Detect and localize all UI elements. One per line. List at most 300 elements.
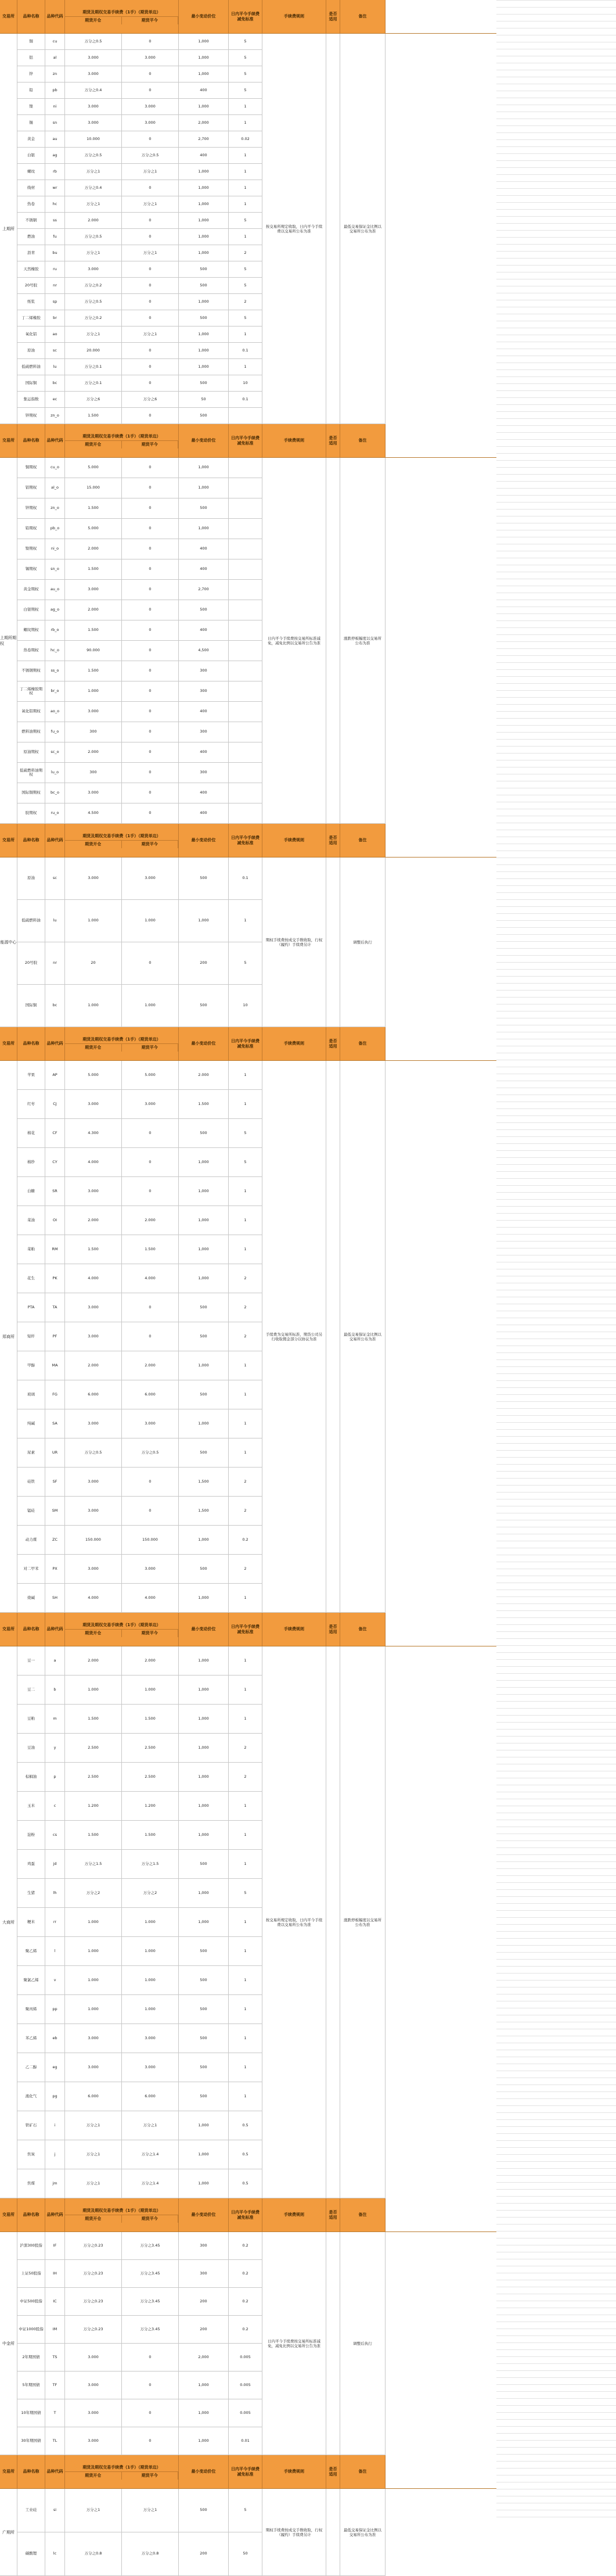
min-tick: 1,000	[179, 1792, 229, 1820]
header-name: 品种名称	[17, 824, 45, 857]
min-tick: 2,000	[179, 115, 229, 131]
table-row	[17, 458, 262, 478]
table-row	[17, 1821, 262, 1850]
min-tick: 1,000	[179, 1676, 229, 1704]
product-code: fu	[45, 229, 65, 245]
product-name: 白糖	[17, 1177, 45, 1206]
table-row	[17, 803, 262, 824]
table-row	[17, 261, 262, 278]
open-fee: 3.000	[65, 783, 122, 803]
intraday-reduction: 1	[229, 1792, 262, 1820]
open-fee: 3.000	[65, 858, 122, 899]
intraday-reduction: 2	[229, 1322, 262, 1351]
intraday-reduction: 1	[229, 99, 262, 114]
section-6	[0, 2455, 496, 2576]
header-region: 交易所	[0, 1027, 17, 1060]
product-code: SH	[45, 1584, 65, 1612]
close-today-fee: 0	[122, 310, 179, 326]
open-fee: 1.200	[65, 1792, 122, 1820]
header-code: 品种代码	[45, 1613, 65, 1646]
product-name: 锌期权	[17, 498, 45, 518]
close-today-fee: 3.000	[122, 1555, 179, 1583]
open-fee: 2.000	[65, 1646, 122, 1675]
table-row	[17, 34, 262, 50]
close-today-fee: 万分之3.45	[122, 2316, 179, 2343]
header-nd: 日内平今手续费减免标准	[229, 2455, 262, 2488]
section-note: 最低交易保证金比例以交易所公布为准	[340, 1061, 386, 1613]
table-row	[17, 1908, 262, 1937]
product-code: lc	[45, 2532, 65, 2575]
header-rule: 手续费规则	[262, 1613, 326, 1646]
min-tick: 1,000	[179, 245, 229, 261]
intraday-reduction	[229, 600, 262, 620]
product-name: 燃油	[17, 229, 45, 245]
table-row	[17, 742, 262, 763]
product-code: cu	[45, 34, 65, 49]
product-code: m	[45, 1705, 65, 1733]
apply-cell	[326, 34, 340, 424]
intraday-reduction: 5	[229, 50, 262, 66]
product-name: 天然橡胶	[17, 261, 45, 277]
table-row	[17, 278, 262, 294]
product-code: ni_o	[45, 539, 65, 559]
intraday-reduction: 1	[229, 1090, 262, 1118]
product-code: CY	[45, 1148, 65, 1176]
close-today-fee: 万分之2	[122, 1879, 179, 1907]
min-tick: 500	[179, 2489, 229, 2532]
min-tick: 1,000	[179, 1235, 229, 1264]
product-name: 液化气	[17, 2082, 45, 2111]
header-rule: 手续费规则	[262, 824, 326, 857]
product-name: 尿素	[17, 1438, 45, 1467]
open-fee: 300	[65, 722, 122, 742]
min-tick: 1,000	[179, 1351, 229, 1380]
table-row	[17, 310, 262, 327]
open-fee: 1.500	[65, 1235, 122, 1264]
open-fee: 1.500	[65, 1821, 122, 1849]
product-code: cu_o	[45, 458, 65, 478]
header-nd: 日内平今手续费减免标准	[229, 424, 262, 457]
intraday-reduction: 1	[229, 1995, 262, 2024]
open-fee: 2.000	[65, 1351, 122, 1380]
intraday-reduction	[229, 763, 262, 783]
section-header	[0, 2198, 496, 2232]
min-tick: 1,000	[179, 2140, 229, 2169]
product-name: PTA	[17, 1293, 45, 1322]
close-today-fee: 0	[122, 2399, 179, 2427]
header-note: 备注	[340, 2455, 386, 2488]
intraday-reduction	[229, 722, 262, 742]
intraday-reduction: 1	[229, 1380, 262, 1409]
intraday-reduction: 1	[229, 1908, 262, 1936]
open-fee: 万分之0.23	[65, 2260, 122, 2287]
close-today-fee: 0	[122, 2372, 179, 2399]
close-today-fee: 0	[122, 641, 179, 661]
product-code: nr	[45, 278, 65, 293]
table-row	[17, 2344, 262, 2372]
open-fee: 万分之1	[65, 2111, 122, 2140]
header-rule: 手续费规则	[262, 2198, 326, 2231]
product-code: pp	[45, 1995, 65, 2024]
min-tick: 300	[179, 681, 229, 701]
table-row	[17, 498, 262, 519]
close-today-fee: 0	[122, 722, 179, 742]
header-sell: 期货平今	[122, 441, 179, 449]
open-fee: 万分之0.5	[65, 229, 122, 245]
min-tick: 400	[179, 620, 229, 640]
open-fee: 万分之6	[65, 392, 122, 407]
open-fee: 2.000	[65, 742, 122, 762]
intraday-reduction: 0.005	[229, 2344, 262, 2371]
min-tick: 1,000	[179, 1908, 229, 1936]
intraday-reduction: 1	[229, 1409, 262, 1438]
min-tick: 1,000	[179, 1763, 229, 1791]
min-tick: 1,000	[179, 900, 229, 942]
close-today-fee: 6.000	[122, 1380, 179, 1409]
open-fee: 3.000	[65, 2399, 122, 2427]
region-label: 上期所	[0, 34, 17, 424]
product-code: au_o	[45, 580, 65, 600]
product-code: a	[45, 1646, 65, 1675]
intraday-reduction: 1	[229, 1351, 262, 1380]
product-name: 螺纹	[17, 164, 45, 180]
header-name: 品种名称	[17, 1613, 45, 1646]
header-apply: 是否适用	[326, 2455, 340, 2488]
close-today-fee: 0	[122, 343, 179, 358]
table-row	[17, 131, 262, 148]
header-name: 品种名称	[17, 1027, 45, 1060]
header-code: 品种代码	[45, 0, 65, 33]
close-today-fee: 0	[122, 180, 179, 196]
close-today-fee: 0	[122, 2344, 179, 2371]
header-nd: 日内平今手续费减免标准	[229, 0, 262, 33]
open-fee: 4.500	[65, 803, 122, 823]
product-code: IM	[45, 2316, 65, 2343]
min-tick: 400	[179, 539, 229, 559]
close-today-fee: 万分之1	[122, 245, 179, 261]
product-name: 菜油	[17, 1206, 45, 1235]
intraday-reduction: 1	[229, 1235, 262, 1264]
intraday-reduction: 5	[229, 310, 262, 326]
min-tick: 1,000	[179, 34, 229, 49]
table-row	[17, 1438, 262, 1468]
fee-rule: 日内平今手续费按交易所标准减免，减免比例以交易所公告为准	[262, 2232, 326, 2455]
table-row	[17, 148, 262, 164]
header-sell: 期货平今	[122, 2215, 179, 2223]
table-row	[17, 164, 262, 180]
intraday-reduction: 1	[229, 1438, 262, 1467]
product-name: 10年期国债	[17, 2399, 45, 2427]
product-code: sc	[45, 343, 65, 358]
table-row	[17, 2082, 262, 2111]
open-fee: 万分之0.2	[65, 278, 122, 293]
table-row	[17, 1090, 262, 1119]
close-today-fee: 1.000	[122, 1995, 179, 2024]
min-tick: 500	[179, 278, 229, 293]
product-code: ni	[45, 99, 65, 114]
open-fee: 万分之1	[65, 2489, 122, 2532]
header-min: 最小变动价位	[179, 2198, 229, 2231]
table-row	[17, 580, 262, 600]
header-buy: 期货开仓	[65, 2472, 122, 2480]
open-fee: 3.000	[65, 115, 122, 131]
table-row	[17, 1555, 262, 1584]
product-code: rr	[45, 1908, 65, 1936]
min-tick: 300	[179, 2260, 229, 2287]
open-fee: 2.000	[65, 213, 122, 228]
table-row	[17, 82, 262, 99]
product-name: 碳酸锂	[17, 2532, 45, 2575]
product-name: 豆油	[17, 1734, 45, 1762]
table-row	[17, 66, 262, 82]
region-label: 大商所	[0, 1646, 17, 2198]
intraday-reduction	[229, 702, 262, 722]
product-code: lu_o	[45, 763, 65, 783]
product-code: p	[45, 1763, 65, 1791]
open-fee: 万分之0.23	[65, 2316, 122, 2343]
header-note: 备注	[340, 824, 386, 857]
product-code: SR	[45, 1177, 65, 1206]
open-fee: 6.000	[65, 1380, 122, 1409]
intraday-reduction: 2	[229, 294, 262, 310]
product-name: 棉花	[17, 1119, 45, 1147]
open-fee: 20.000	[65, 343, 122, 358]
header-apply: 是否适用	[326, 424, 340, 457]
intraday-reduction: 1	[229, 1206, 262, 1235]
header-min: 最小变动价位	[179, 824, 229, 857]
product-name: 氧化铝	[17, 327, 45, 342]
product-name: 原油	[17, 343, 45, 358]
close-today-fee: 0	[122, 1119, 179, 1147]
table-row	[17, 392, 262, 408]
open-fee: 3.000	[65, 1090, 122, 1118]
close-today-fee: 万分之1	[122, 327, 179, 342]
intraday-reduction: 0.2	[229, 1526, 262, 1554]
close-today-fee: 1.000	[122, 1966, 179, 1994]
close-today-fee: 0	[122, 600, 179, 620]
product-name: 2年期国债	[17, 2344, 45, 2371]
product-name: 豆粕	[17, 1705, 45, 1733]
product-code: CF	[45, 1119, 65, 1147]
table-row	[17, 327, 262, 343]
product-code: AP	[45, 1061, 65, 1089]
intraday-reduction: 1	[229, 359, 262, 375]
section-note: 最低交易保证金比例以交易所公布为准	[340, 34, 386, 424]
product-name: 乙二醇	[17, 2053, 45, 2082]
min-tick: 1,000	[179, 478, 229, 498]
product-code: lu	[45, 359, 65, 375]
product-name: 镍	[17, 99, 45, 114]
product-code: sc	[45, 858, 65, 899]
product-name: 锌期权	[17, 408, 45, 424]
apply-cell	[326, 458, 340, 824]
product-name: 玉米	[17, 1792, 45, 1820]
close-today-fee: 0	[122, 1177, 179, 1206]
table-row	[17, 1235, 262, 1264]
open-fee: 万分之0.1	[65, 359, 122, 375]
close-today-fee: 2.500	[122, 1734, 179, 1762]
open-fee: 3.000	[65, 580, 122, 600]
product-name: 铅期权	[17, 519, 45, 539]
close-today-fee: 2.000	[122, 1206, 179, 1235]
intraday-reduction: 1	[229, 900, 262, 942]
product-code: jd	[45, 1850, 65, 1878]
min-tick: 500	[179, 498, 229, 518]
min-tick: 400	[179, 148, 229, 163]
product-code: c	[45, 1792, 65, 1820]
min-tick: 300	[179, 2232, 229, 2259]
intraday-reduction: 1	[229, 180, 262, 196]
product-code: SF	[45, 1468, 65, 1496]
close-today-fee: 0	[122, 519, 179, 539]
intraday-reduction: 1	[229, 327, 262, 342]
close-today-fee: 0	[122, 1322, 179, 1351]
close-today-fee: 5.000	[122, 1061, 179, 1089]
min-tick: 1,000	[179, 1734, 229, 1762]
intraday-reduction: 0.1	[229, 392, 262, 407]
product-code: eg	[45, 2053, 65, 2082]
min-tick: 50	[179, 392, 229, 407]
close-today-fee: 0	[122, 661, 179, 681]
min-tick: 1,000	[179, 1264, 229, 1293]
intraday-reduction: 0.5	[229, 2111, 262, 2140]
open-fee: 10.000	[65, 131, 122, 147]
product-code: bc_o	[45, 783, 65, 803]
table-row	[17, 99, 262, 115]
min-tick: 500	[179, 985, 229, 1027]
open-fee: 万分之0.1	[65, 375, 122, 391]
product-name: 5年期国债	[17, 2372, 45, 2399]
min-tick: 500	[179, 1937, 229, 1965]
product-code: TS	[45, 2344, 65, 2371]
product-code: SA	[45, 1409, 65, 1438]
product-name: 原油	[17, 858, 45, 899]
close-today-fee: 0	[122, 294, 179, 310]
min-tick: 500	[179, 1850, 229, 1878]
intraday-reduction	[229, 408, 262, 424]
product-code: ru	[45, 261, 65, 277]
apply-cell	[326, 858, 340, 1027]
product-code: MA	[45, 1351, 65, 1380]
header-buy: 期货开仓	[65, 17, 122, 24]
table-row	[17, 539, 262, 559]
product-name: 铁矿石	[17, 2111, 45, 2140]
table-row	[17, 2053, 262, 2082]
product-name: 白银期权	[17, 600, 45, 620]
min-tick: 1,000	[179, 1148, 229, 1176]
min-tick: 400	[179, 82, 229, 98]
product-code: TA	[45, 1293, 65, 1322]
header-sell: 期货平今	[122, 17, 179, 24]
min-tick: 1,500	[179, 1468, 229, 1496]
close-today-fee: 0	[122, 702, 179, 722]
product-code: ao_o	[45, 702, 65, 722]
header-fee-group	[65, 424, 179, 457]
close-today-fee: 万分之0.5	[122, 1438, 179, 1467]
min-tick: 1,000	[179, 359, 229, 375]
intraday-reduction: 5	[229, 1879, 262, 1907]
open-fee: 万分之0.23	[65, 2232, 122, 2259]
close-today-fee: 0	[122, 742, 179, 762]
section-note: 涨跌停板幅度以交易所公布为准	[340, 458, 386, 824]
header-apply: 是否适用	[326, 1027, 340, 1060]
header-sell: 期货平今	[122, 1630, 179, 1637]
close-today-fee: 0	[122, 559, 179, 579]
min-tick: 500	[179, 1322, 229, 1351]
table-row	[17, 2372, 262, 2399]
header-region: 交易所	[0, 0, 17, 33]
header-rule: 手续费规则	[262, 1027, 326, 1060]
close-today-fee: 1.200	[122, 1792, 179, 1820]
table-row	[17, 783, 262, 803]
product-name: 中证1000股指	[17, 2316, 45, 2343]
header-apply: 是否适用	[326, 0, 340, 33]
product-code: br_o	[45, 681, 65, 701]
product-code: pb_o	[45, 519, 65, 539]
intraday-reduction: 0.005	[229, 2372, 262, 2399]
header-code: 品种代码	[45, 2198, 65, 2231]
close-today-fee: 0	[122, 458, 179, 478]
header-note: 备注	[340, 2198, 386, 2231]
header-fee-title: 期货及期权交易手续费（1手）（期货单边）	[65, 1621, 178, 1630]
min-tick: 1,000	[179, 213, 229, 228]
product-name: 国际铜	[17, 985, 45, 1027]
header-rule: 手续费规则	[262, 0, 326, 33]
product-code: OI	[45, 1206, 65, 1235]
product-name: 国际铜期权	[17, 783, 45, 803]
intraday-reduction: 2	[229, 1293, 262, 1322]
header-nd: 日内平今手续费减免标准	[229, 1027, 262, 1060]
min-tick: 2,700	[179, 131, 229, 147]
close-today-fee: 万分之0.8	[122, 2532, 179, 2575]
close-today-fee: 万分之1	[122, 196, 179, 212]
table-row	[17, 1409, 262, 1438]
section-note: 调整后执行	[340, 858, 386, 1027]
product-code: IC	[45, 2288, 65, 2315]
close-today-fee: 4.000	[122, 1264, 179, 1293]
product-name: 中证500股指	[17, 2288, 45, 2315]
open-fee: 1.000	[65, 1676, 122, 1704]
close-today-fee: 万分之1.4	[122, 2140, 179, 2169]
header-fee-title: 期货及期权交易手续费（1手）（期货单边）	[65, 9, 178, 17]
table-row	[17, 2111, 262, 2140]
product-name: 豆二	[17, 1676, 45, 1704]
product-name: 沥青	[17, 245, 45, 261]
product-name: 胶期权	[17, 803, 45, 823]
close-today-fee: 0	[122, 34, 179, 49]
close-today-fee: 2.500	[122, 1763, 179, 1791]
open-fee: 300	[65, 763, 122, 783]
product-name: 铜	[17, 34, 45, 49]
header-min: 最小变动价位	[179, 1027, 229, 1060]
intraday-reduction: 0.5	[229, 2140, 262, 2169]
product-code: FG	[45, 1380, 65, 1409]
intraday-reduction: 2	[229, 1264, 262, 1293]
intraday-reduction: 1	[229, 148, 262, 163]
table-row	[17, 1322, 262, 1351]
open-fee: 万分之0.5	[65, 1438, 122, 1467]
min-tick: 300	[179, 722, 229, 742]
product-name: 20号胶	[17, 278, 45, 293]
product-code: bu	[45, 245, 65, 261]
product-name: 燃料油期权	[17, 722, 45, 742]
close-today-fee: 0	[122, 681, 179, 701]
open-fee: 2.000	[65, 1206, 122, 1235]
header-note: 备注	[340, 0, 386, 33]
product-name: 丁二烯橡胶	[17, 310, 45, 326]
product-code: PF	[45, 1322, 65, 1351]
min-tick: 1,000	[179, 2169, 229, 2198]
